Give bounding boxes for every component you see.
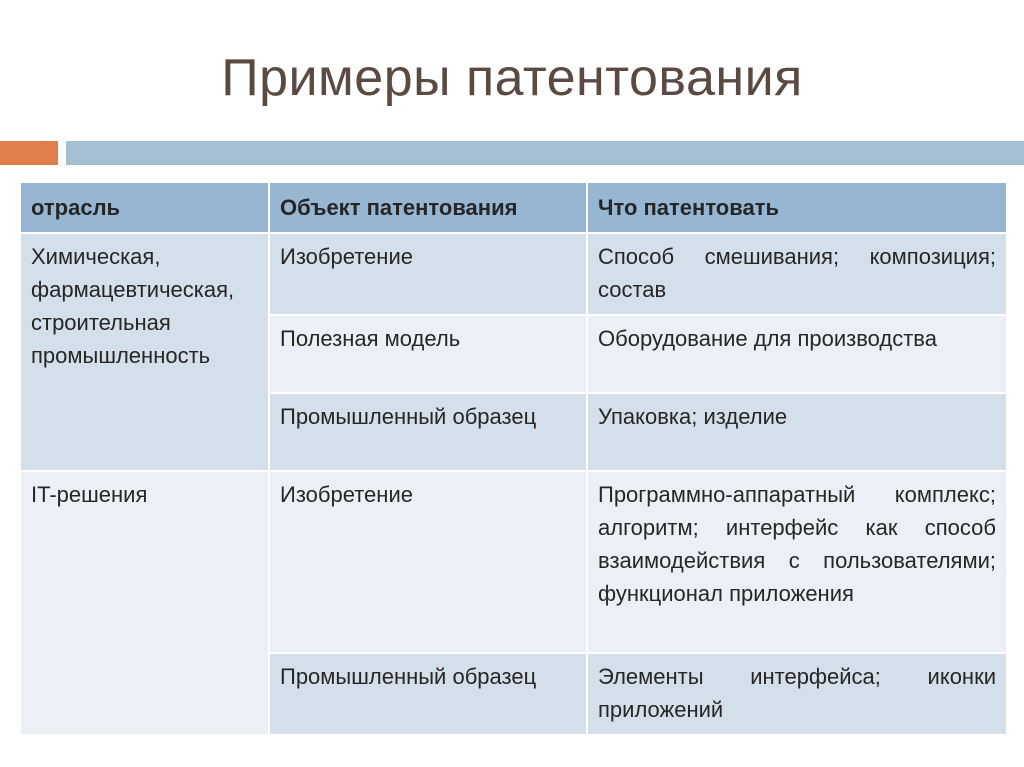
industry-cell: Химическая, фармацевтическая, строительная промышленность: [20, 233, 269, 471]
table-row: [20, 233, 1007, 315]
object-cell: Изобретение: [269, 233, 587, 315]
table-row: [20, 471, 1007, 653]
slide-title: Примеры патентования: [221, 49, 803, 107]
table-header-row: [20, 182, 1007, 233]
patenting-examples-table: [19, 181, 1008, 736]
what-cell: Оборудование для производства: [587, 315, 1007, 393]
accent-bar-orange: [0, 141, 58, 165]
what-cell: Элементы интерфейса; иконки приложений: [587, 653, 1007, 735]
header-object: Объект патентования: [269, 182, 587, 233]
header-industry: отрасль: [20, 182, 269, 233]
object-cell: Изобретение: [269, 471, 587, 653]
header-what: Что патентовать: [587, 182, 1007, 233]
what-cell: Упаковка; изделие: [587, 393, 1007, 471]
object-cell: Полезная модель: [269, 315, 587, 393]
object-cell: Промышленный образец: [269, 393, 587, 471]
accent-bar-blue: [66, 141, 1024, 165]
what-cell: Способ смешивания; композиция; состав: [587, 233, 1007, 315]
industry-cell: IT-решения: [20, 471, 269, 735]
object-cell: Промышленный образец: [269, 653, 587, 735]
what-cell: Программно-аппаратный комплекс; алгоритм; интерфейс как способ взаимодействия с пользователями; функционал приложения: [587, 471, 1007, 653]
